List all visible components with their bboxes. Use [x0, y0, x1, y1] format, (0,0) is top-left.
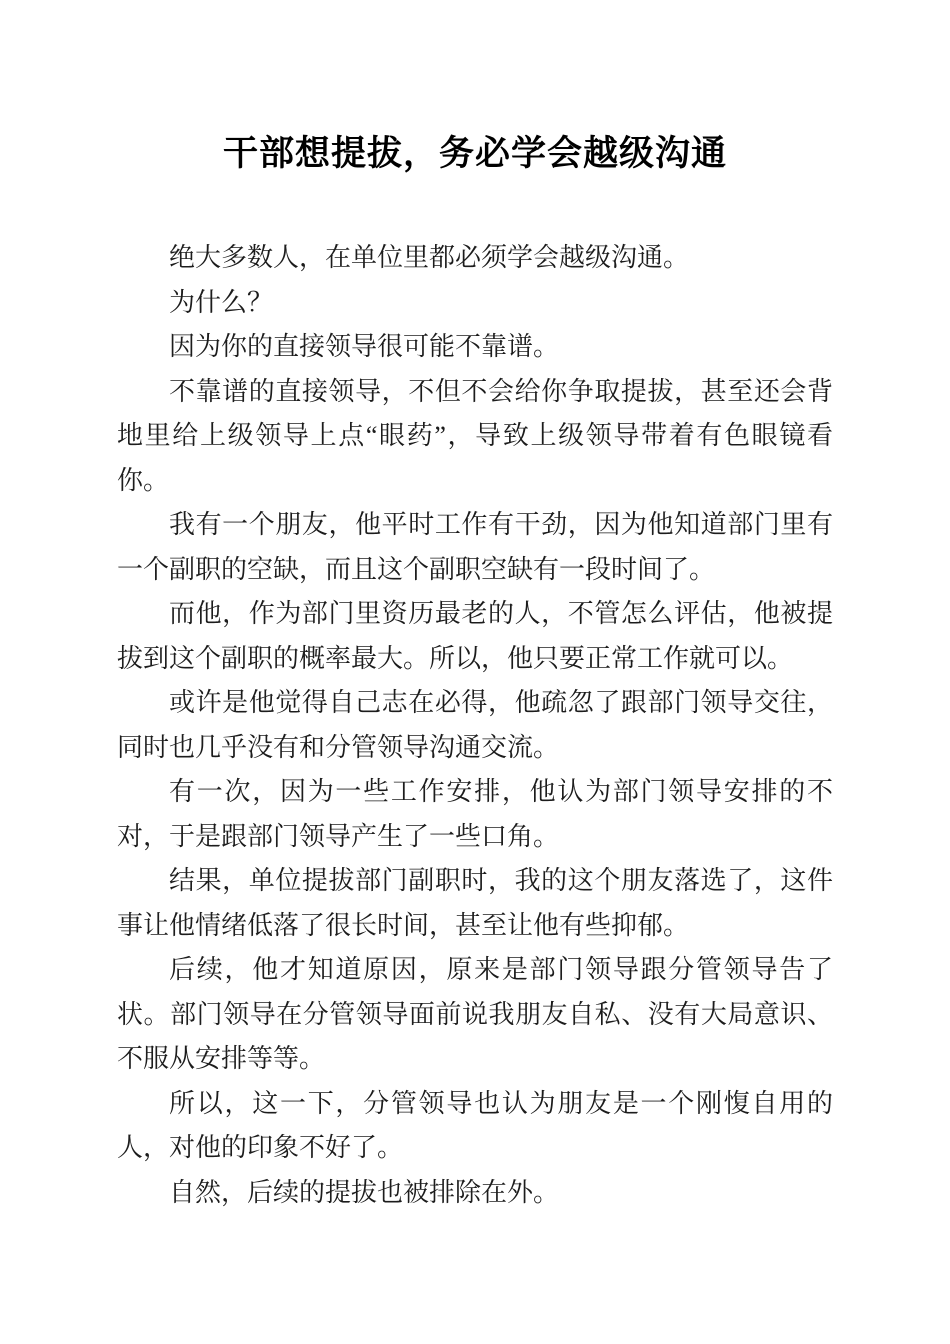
paragraph: 而他，作为部门里资历最老的人，不管怎么评估，他被提拔到这个副职的概率最大。所以，他只要正常工作就可以。	[117, 599, 833, 673]
paragraph: 或许是他觉得自己志在必得，他疏忽了跟部门领导交往，同时也几乎没有和分管领导沟通交流。	[117, 688, 833, 762]
paragraph: 有一次，因为一些工作安排，他认为部门领导安排的不对，于是跟部门领导产生了一些口角。	[117, 777, 833, 851]
paragraph: 所以，这一下，分管领导也认为朋友是一个刚愎自用的人，对他的印象不好了。	[117, 1088, 833, 1162]
paragraph: 不靠谱的直接领导，不但不会给你争取提拔，甚至还会背地里给上级领导上点“眼药”，导致上级领导带着有色眼镜看你。	[117, 376, 833, 495]
paragraph: 因为你的直接领导很可能不靠谱。	[169, 332, 560, 361]
paragraph: 我有一个朋友，他平时工作有干劲，因为他知道部门里有一个副职的空缺，而且这个副职空缺有一段时间了。	[117, 510, 833, 584]
document-body	[117, 236, 833, 1215]
paragraph: 后续，他才知道原因，原来是部门领导跟分管领导告了状。部门领导在分管领导面前说我朋友自私、没有大局意识、不服从安排等等。	[117, 955, 833, 1073]
paragraph: 为什么？	[169, 287, 274, 317]
page-title: 干部想提拔，务必学会越级沟通	[222, 134, 727, 173]
paragraph: 自然，后续的提拔也被排除在外。	[169, 1177, 560, 1207]
paragraph: 结果，单位提拔部门副职时，我的这个朋友落选了，这件事让他情绪低落了很长时间，甚至让他有些抑郁。	[117, 866, 833, 940]
paragraph: 绝大多数人，在单位里都必须学会越级沟通。	[169, 243, 690, 272]
